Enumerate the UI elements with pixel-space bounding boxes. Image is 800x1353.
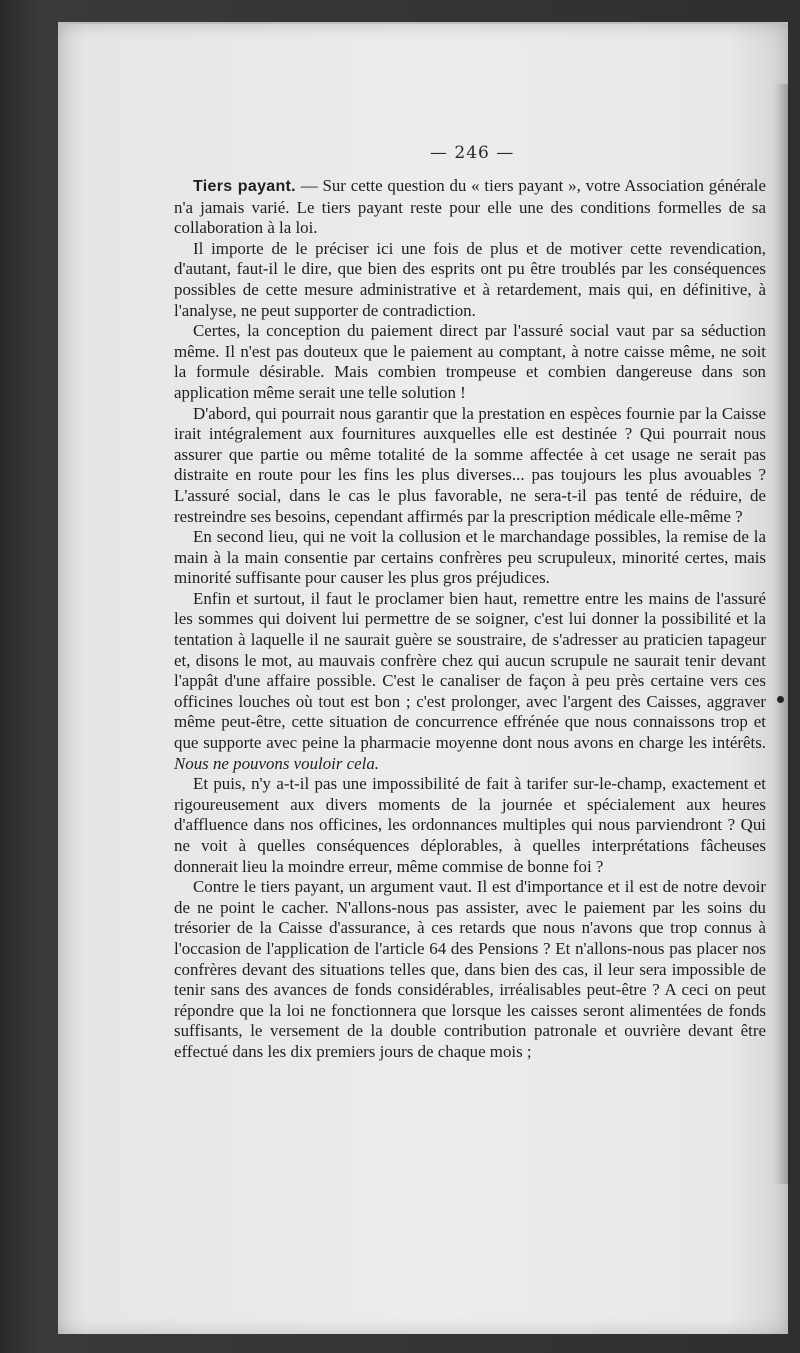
paragraph-6-text: Enfin et surtout, il faut le proclamer bien haut, remettre entre les mains de l'assuré les sommes qui doivent lui permettre de se soigner, c'est lui donner la possibilité et la tentation à laquelle il ne saurait guère se soustraire, de s'adresser au praticien tapageur et, disons le mot, au mauvais confrère chez qui aucun scrupule ne saurait tenir devant l'appât d'une affaire possible. C'est le canaliser de façon à peu près certaine vers ces officines louches où tout est bon ; c'est prolonger, avec l'argent des Caisses, aggraver même peut-être, cette situation de concurrence effrénée que nous connaissons trop et que supporte avec peine la pharmacie moyenne dont nous avons en charge les intérêts. [174, 588, 766, 753]
paragraph-6 [174, 589, 766, 774]
section-heading: Tiers payant. [193, 178, 296, 195]
paragraph-8: Contre le tiers payant, un argument vaut. Il est d'importance et il est de notre devoir de ne point le cacher. N'allons-nous pas assister, avec le paiement par les soins du trésorier de la Caisse d'assurance, à ces retards que nous n'avons que trop connus à l'occasion de l'application de l'article 64 des Pensions ? Et n'allons-nous pas placer nos confrères devant des situations telles que, dans bien des cas, il leur sera impossible de tenir sans des avances de fonds considérables, irréalisables peut-être ? A ceci on peut répondre que la loi ne fonctionnera que lorsque les caisses seront alimentées de fonds suffisants, le versement de la double contribution patronale et ouvrière devant être effectué dans les dix premiers jours de chaque mois ; [174, 877, 766, 1061]
paragraph-5: En second lieu, qui ne voit la collusion et le marchandage possibles, la remise de la main à la main consentie par certains confrères peu scrupuleux, minorité certes, mais minorité suffisante pour causer les plus gros préjudices. [174, 527, 766, 588]
paragraph-1-text: — Sur cette question du « tiers payant », votre Association générale n'a jamais varié. Le tiers payant reste pour elle une des conditions formelles de sa collaboration à la loi. [174, 176, 766, 238]
binding-mark [777, 696, 784, 703]
page-number: — 246 — [430, 143, 515, 163]
paragraph-3: Certes, la conception du paiement direct par l'assuré social vaut par sa séduction même. Il n'est pas douteux que le paiement au comptant, à notre caisse même, ne soit la formule désirable. Mais combien trompeuse et combien dangereuse dans son application même serait une telle solution ! [174, 321, 766, 402]
body-text [174, 176, 766, 1063]
page-edge-shadow [774, 84, 788, 1184]
paragraph-4: D'abord, qui pourrait nous garantir que la prestation en espèces fournie par la Caisse irait intégralement aux fournitures auxquelles elle est destinée ? Qui pourrait nous assurer que partie ou même totalité de la somme affectée à cet usage ne serait pas distraite en route pour les fins les plus diverses... pas toujours les plus avouables ? L'assuré social, dans le cas le plus favorable, ne sera-t-il pas tenté de réduire, de restreindre ses besoins, cependant affirmés par la prescription médicale elle-même ? [174, 403, 766, 526]
paragraph-1 [174, 176, 766, 239]
paragraph-6-italic: Nous ne pouvons vouloir cela. [174, 753, 380, 773]
paragraph-7: Et puis, n'y a-t-il pas une impossibilité de fait à tarifer sur-le-champ, exactement et rigoureusement aux divers moments de la journée et spécialement aux heures d'affluence dans nos officines, les ordonnances multiples qui nous parviendront ? Qui ne voit à quelles conséquences déplorables, à quelles interprétations fâcheuses donnerait lieu la moindre erreur, même commise de bonne foi ? [174, 774, 766, 876]
paragraph-2: Il importe de le préciser ici une fois de plus et de motiver cette revendication, d'autant, faut-il le dire, que bien des esprits ont pu être troublés par les conséquences possibles de cette mesure administrative et à retardement, mais qui, en définitive, à l'analyse, ne peut supporter de contradiction. [174, 238, 766, 320]
